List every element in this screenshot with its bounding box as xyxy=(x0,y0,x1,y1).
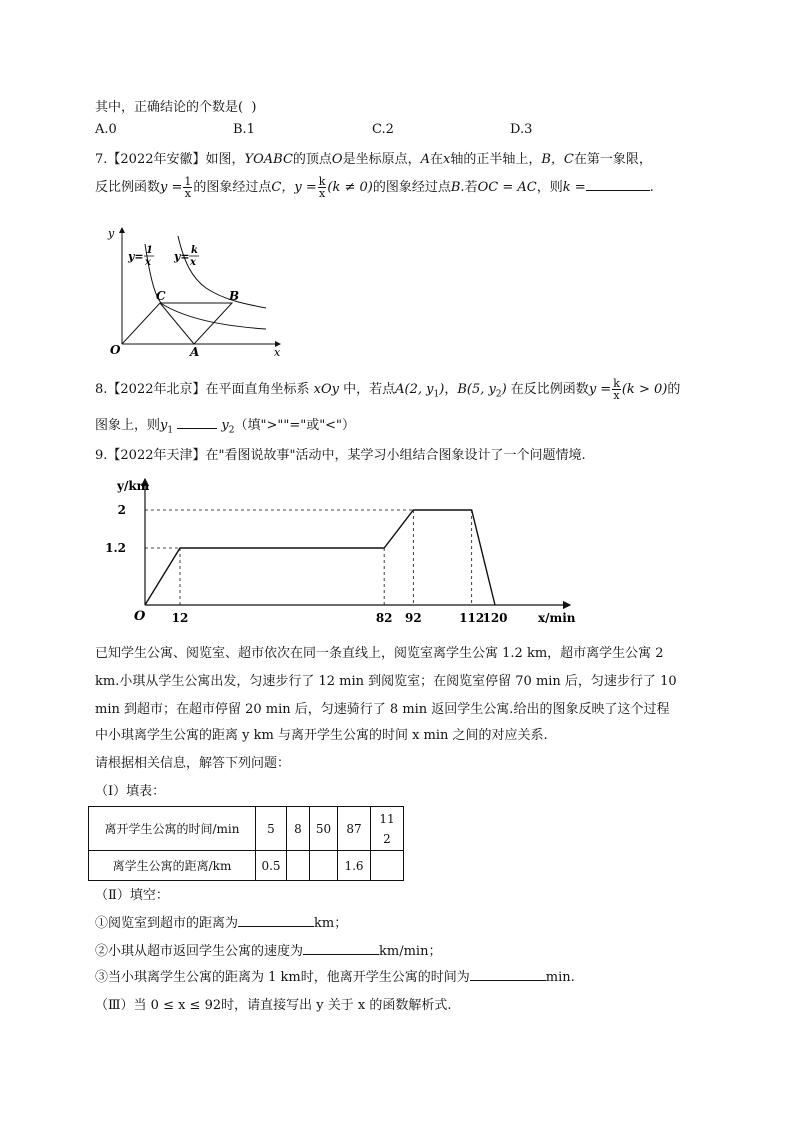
curve1-label-den: x xyxy=(145,257,151,268)
table-cell-blank[interactable] xyxy=(371,851,404,881)
q7-eq: OC = AC xyxy=(477,180,537,195)
q9-text: ②小琪从超市返回学生公寓的速度为 xyxy=(95,944,304,959)
q8-sub: 1 xyxy=(167,425,174,436)
q7-line1 xyxy=(95,148,652,167)
q8-point-b: B(5, y xyxy=(457,382,496,397)
x-tick-label: 120 xyxy=(482,611,508,625)
x-axis-label: x/min xyxy=(538,611,576,625)
table-row-label: 离开学生公寓的时间/min xyxy=(89,807,256,851)
q9-paragraph-4: 中小琪离学生公寓的距离 y km 与离开学生公寓的时间 x min 之间的对应关系. xyxy=(95,728,548,743)
table-cell: 11 2 xyxy=(371,807,404,851)
q6-option-a: A.0 xyxy=(95,122,117,137)
q9-source: 【2022年天津】 xyxy=(107,448,206,463)
q7-text: 如图， xyxy=(205,152,245,167)
frac-den: x xyxy=(184,187,191,200)
origin-label: O xyxy=(134,609,146,624)
q8-y1: y xyxy=(160,418,168,433)
q7-line2 xyxy=(95,176,654,199)
curve2-label-den: x xyxy=(190,257,196,268)
answer-blank[interactable] xyxy=(586,178,650,191)
q9-line1 xyxy=(95,444,586,463)
frac-num: k xyxy=(613,377,620,390)
table-row xyxy=(89,851,404,881)
q9-text: ①阅览室到超市的距离为 xyxy=(95,916,239,931)
q7-text: ，则 xyxy=(536,180,563,195)
q7-var: B，C xyxy=(541,152,574,167)
label-o: O xyxy=(110,343,121,357)
q9-text: km； xyxy=(314,916,348,931)
q7-var: x xyxy=(443,152,451,167)
q8-y2: y xyxy=(221,418,229,433)
label-x: x xyxy=(274,346,281,359)
x-tick-label: 12 xyxy=(171,611,189,625)
q7-text: 若 xyxy=(464,180,478,195)
y-axis-label: y/km xyxy=(117,479,150,493)
q8-text: 的 xyxy=(667,382,681,397)
q9-blank-2 xyxy=(95,940,441,959)
frac-num: 1 xyxy=(184,175,192,188)
q8-coord: xOy xyxy=(313,382,339,397)
label-c: C xyxy=(156,289,166,303)
q7-text: 的图象经过点 xyxy=(193,180,272,195)
x-tick-label: 112 xyxy=(459,611,485,625)
q9-intro: 在"看图说故事"活动中，某学习小组结合图象设计了一个问题情境. xyxy=(205,448,586,463)
curve1-label-lhs: y= xyxy=(128,250,144,263)
q9-table xyxy=(88,806,404,881)
q8-func: y = xyxy=(588,382,612,397)
answer-blank[interactable] xyxy=(177,416,217,429)
label-y: y xyxy=(108,227,115,240)
label-b: B xyxy=(229,289,240,303)
q8-line2 xyxy=(95,414,355,436)
frac-den: x xyxy=(613,389,620,402)
q7-func: y = xyxy=(160,180,183,195)
q8-point-a: A(2, y xyxy=(395,382,434,397)
table-cell: 0.5 xyxy=(256,851,287,881)
table-cell: 87 xyxy=(338,807,371,851)
q7-number: 7. xyxy=(95,152,108,167)
q8-number: 8. xyxy=(95,382,108,397)
q6-option-c: C.2 xyxy=(372,122,394,137)
q8-paren: ) xyxy=(501,382,507,397)
parallelogram xyxy=(122,303,232,344)
curve-1-over-x xyxy=(145,244,266,329)
q7-shape: YOABC xyxy=(244,152,293,167)
q7-text: 在第一象限， xyxy=(573,152,652,167)
q7-text: 的顶点 xyxy=(292,152,332,167)
q9-part-3: （Ⅲ）当 0 ≤ x ≤ 92时，请直接写出 y 关于 x 的函数解析式. xyxy=(95,998,452,1013)
q9-blank-3 xyxy=(95,966,575,985)
q8-fraction xyxy=(612,378,621,401)
q8-sub: 2 xyxy=(228,425,235,436)
q8-text: （填">""="或"<"） xyxy=(234,418,356,433)
q8-text: 图象上，则 xyxy=(95,418,161,433)
q7-var: k = xyxy=(562,180,586,195)
q8-cond: (k > 0) xyxy=(621,382,668,397)
table-cell: 50 xyxy=(310,807,338,851)
q8-sub: 1 xyxy=(433,389,440,400)
curve2-label-lhs: y= xyxy=(174,250,190,263)
table-row-label: 离学生公寓的距离/km xyxy=(89,851,256,881)
table-cell: 5 xyxy=(256,807,287,851)
q7-var: O xyxy=(331,152,343,167)
q7-var: A xyxy=(420,152,430,167)
q6-option-d: D.3 xyxy=(510,122,533,137)
chart-layer xyxy=(105,479,576,625)
q7-text: 反比例函数 xyxy=(95,180,161,195)
x-tick-label: 92 xyxy=(404,611,422,625)
q9-blank-1 xyxy=(95,912,347,931)
q7-var: B. xyxy=(450,180,465,195)
y-tick-label: 2 xyxy=(117,503,126,517)
table-row xyxy=(89,807,404,851)
q9-part-2: （Ⅱ）填空： xyxy=(95,888,169,903)
q6-option-b: B.1 xyxy=(233,122,255,137)
q7-fraction-1 xyxy=(183,176,192,199)
q7-text: 在 xyxy=(429,152,443,167)
curve2-label-num: k xyxy=(191,245,198,256)
label-a: A xyxy=(190,345,200,359)
q8-text: 在反比例函数 xyxy=(510,382,589,397)
q7-text: 的图象经过点 xyxy=(372,180,451,195)
q8-text: 中，若点 xyxy=(343,382,396,397)
q7-text: . xyxy=(649,180,654,195)
q8-source: 【2022年北京】 xyxy=(107,382,206,397)
q6-question-tail: 其中，正确结论的个数是( ) xyxy=(95,100,257,115)
q7-var: C， xyxy=(271,180,295,195)
q9-paragraph-5: 请根据相关信息，解答下列问题： xyxy=(95,756,291,771)
table-cell-blank[interactable] xyxy=(310,851,338,881)
q9-number: 9. xyxy=(95,448,108,463)
q8-sep: ， xyxy=(444,382,458,397)
q7-text: 是坐标原点， xyxy=(342,152,421,167)
q8-line1 xyxy=(95,378,680,401)
q8-sub: 2 xyxy=(495,389,502,400)
q8-paren: ) xyxy=(439,382,445,397)
x-tick-label: 82 xyxy=(375,611,393,625)
curve1-label-num: 1 xyxy=(146,245,153,256)
q7-fraction-2 xyxy=(318,176,327,199)
q7-cond: (k ≠ 0) xyxy=(327,180,373,195)
distance-time-line xyxy=(145,510,495,605)
q9-text: km/min； xyxy=(379,944,442,959)
q9-paragraph-2: km.小琪从学生公寓出发，匀速步行了 12 min 到阅览室；在阅览室停留 70 min 后，匀速步行了 10 xyxy=(95,674,677,689)
q9-text: ③当小琪离学生公寓的距离为 1 km时，他离开学生公寓的时间为 xyxy=(95,970,470,985)
q9-part-1: （Ⅰ）填表： xyxy=(95,784,166,799)
y-tick-label: 1.2 xyxy=(105,541,126,555)
frac-den: x xyxy=(318,187,326,200)
answer-blank[interactable] xyxy=(238,914,314,927)
q9-text: min. xyxy=(545,970,575,985)
q7-text: 轴的正半轴上， xyxy=(450,152,542,167)
q7-source: 【2022年安徽】 xyxy=(107,152,206,167)
q9-paragraph-1: 已知学生公寓、阅览室、超市依次在同一条直线上，阅览室离学生公寓 1.2 km，超市离学生公寓 2 xyxy=(95,646,664,661)
q8-text: 在平面直角坐标系 xyxy=(205,382,310,397)
frac-num: k xyxy=(318,175,326,188)
q9-chart xyxy=(100,475,580,630)
answer-blank[interactable] xyxy=(470,968,546,981)
q7-figure xyxy=(100,222,290,360)
table-cell: 8 xyxy=(287,807,310,851)
table-cell-blank[interactable] xyxy=(287,851,310,881)
q7-func: y = xyxy=(294,180,317,195)
answer-blank[interactable] xyxy=(303,942,379,955)
q9-paragraph-3: min 到超市；在超市停留 20 min 后，匀速骑行了 8 min 返回学生公寓.给出的图象反映了这个过程 xyxy=(95,702,670,717)
table-cell: 1.6 xyxy=(338,851,371,881)
